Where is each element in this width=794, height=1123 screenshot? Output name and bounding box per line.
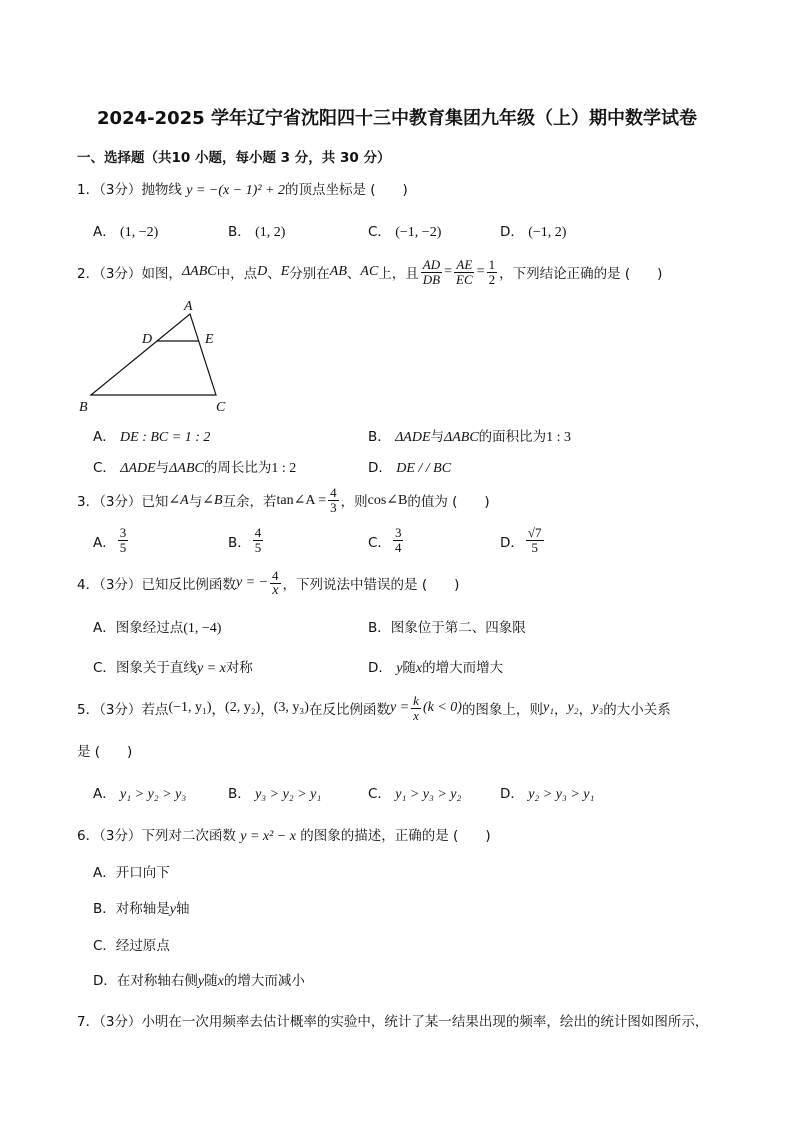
option-value: (1, 2) (255, 225, 286, 240)
question-text: 下列对二次函数 (141, 828, 236, 844)
question-text: 的顶点坐标是 ( ) (284, 182, 408, 198)
option-value: y₃ > y₂ > y₁ (255, 787, 322, 802)
option-label: C． (368, 534, 391, 551)
fraction: $\frac{k}{x}$ (413, 692, 419, 723)
math-symbol: y (396, 661, 403, 676)
q6-option-a: A．开口向下 (93, 865, 170, 881)
option-text: 随 (204, 973, 218, 989)
question-text: ， (578, 702, 593, 718)
math-symbol: ΔABC (169, 461, 204, 476)
math-symbol: x (217, 974, 224, 989)
question-number: 3．（3分） (77, 494, 142, 510)
math-symbol: (2, y₂) (225, 700, 261, 715)
option-text: 图象经过点 (115, 620, 184, 636)
vertex-label-a: A (184, 299, 193, 314)
option-value: y₁ > y₂ > y₃ (120, 787, 187, 802)
question-text: 如图， (141, 266, 182, 282)
option-text: D．在对称轴右侧 (93, 973, 198, 989)
q2-option-d (368, 456, 451, 477)
q2-option-c (93, 456, 296, 477)
math-symbol: ΔADE (120, 461, 156, 476)
q3-option-d (500, 526, 546, 555)
option-text: 的增大而减小 (223, 973, 305, 989)
math-expression: y = x² − x (240, 829, 296, 844)
option-value: (−1, 2) (528, 225, 567, 240)
question-text: ， (554, 702, 568, 718)
option-text: 图象关于直线 (115, 660, 197, 676)
question-text: 的大小关系 (603, 702, 671, 718)
option-label: C． (368, 224, 391, 240)
math-symbol: y₂ (567, 700, 579, 715)
fraction: $\frac{AE}{EC}$ (456, 256, 473, 287)
option-label: C． (368, 786, 391, 802)
question-number: 1．（3分） (77, 182, 142, 198)
math-symbol: y = x (196, 661, 226, 676)
question-text: 、 (267, 266, 281, 282)
question-text: 在反比例函数 (308, 702, 390, 718)
math-symbol: ΔADE (395, 430, 431, 445)
math-expression: (k < 0) (422, 700, 462, 715)
option-text: 与 (430, 429, 444, 445)
question-text: 中，点 (216, 266, 258, 282)
question-1 (77, 178, 408, 199)
option-label: D． (368, 460, 392, 476)
question-text: 抛物线 (141, 182, 182, 198)
option-text: 的周长比为 (203, 460, 272, 476)
math-expression: y = −(x − 1)² + 2 (186, 183, 285, 198)
q4-option-b (368, 616, 526, 636)
math-expression: y = (389, 700, 410, 715)
question-text: ，下列说法中错误的是 ( ) (282, 577, 460, 593)
math-symbol: D (257, 264, 268, 279)
fraction: $\frac{4}{x}$ (272, 567, 279, 598)
fraction: $\frac{3}{4}$ (394, 525, 402, 555)
q6-option-b (93, 897, 189, 918)
q3-option-c (368, 526, 405, 555)
vertex-label-d: D (142, 332, 153, 347)
option-label: A． (93, 224, 116, 240)
math-symbol: y (197, 974, 205, 989)
option-label: A． (93, 786, 116, 802)
option-label: B． (228, 534, 251, 551)
q4-option-d (368, 656, 503, 677)
fraction: $\frac{AD}{DB}$ (422, 256, 441, 287)
question-text: ， (260, 702, 274, 718)
option-text: 与 (155, 460, 170, 476)
math-symbol: y (169, 902, 176, 917)
option-value: y₁ > y₃ > y₂ (395, 787, 462, 802)
math-symbol: AB (329, 264, 347, 279)
question-text: 、 (346, 266, 361, 282)
question-text: 上，且 (378, 266, 419, 282)
option-label: D． (500, 534, 524, 551)
q1-option-a (93, 220, 158, 241)
option-label: B． (228, 786, 251, 802)
q1-option-c (368, 220, 441, 241)
question-number: 4．（3分） (77, 577, 142, 593)
math-symbol: y₃ (592, 700, 604, 715)
question-number: 6．（3分） (77, 828, 142, 844)
q5-option-b (228, 782, 321, 803)
q1-option-b (228, 220, 285, 241)
q4-option-c (93, 656, 253, 677)
option-text: 的增大而增大 (422, 660, 504, 676)
q6-option-c: C．经过原点 (93, 938, 170, 954)
math-symbol: 1 : 3 (546, 430, 572, 445)
question-text: 已知 (141, 494, 169, 510)
fraction: $\frac{4}{3}$ (330, 484, 337, 515)
math-symbol: x (415, 661, 423, 676)
option-label: B． (228, 224, 251, 240)
math-symbol: ∠A (168, 492, 189, 508)
option-label: D． (500, 786, 524, 802)
question-text: ， (211, 702, 226, 718)
option-label: C． (93, 460, 116, 476)
math-expression: y = − (235, 575, 269, 590)
q5-option-d (500, 782, 594, 803)
option-label: A． (93, 429, 116, 445)
question-text: 的值为 ( ) (407, 494, 490, 510)
option-text: 随 (402, 660, 416, 676)
question-6 (77, 824, 491, 845)
question-5-continued: 是 ( ) (77, 744, 133, 760)
option-label: A． (93, 534, 116, 551)
math-symbol: 1 : 2 (271, 461, 297, 476)
question-number: 5．（3分） (77, 702, 142, 718)
question-text: ，下列结论正确的是 ( ) (499, 266, 663, 282)
question-3 (77, 482, 490, 518)
q6-option-d (93, 969, 305, 990)
q5-option-a (93, 782, 186, 803)
q2-option-a (93, 425, 210, 446)
triangle-figure (76, 294, 246, 418)
question-text: 与 (188, 494, 203, 510)
option-label: D． (368, 660, 392, 676)
option-label: C． (93, 660, 116, 676)
question-text: 小明在一次用频率去估计概率的实验中，统计了某一结果出现的频率，绘出的统计图如图所示， (141, 1014, 709, 1030)
option-text: B．对称轴是 (93, 901, 170, 917)
math-symbol: ΔABC (444, 430, 479, 445)
question-5 (77, 690, 671, 726)
math-expression: tan∠A = (276, 492, 327, 508)
math-symbol: ∠B (202, 492, 223, 508)
question-text: 若点 (141, 702, 169, 718)
question-text: 互余，若 (222, 494, 277, 510)
q3-option-b (228, 526, 265, 555)
vertex-label-c: C (216, 400, 226, 415)
option-label: A． (93, 620, 116, 636)
option-value: y₂ > y₃ > y₁ (528, 787, 595, 802)
document-title: 2024-2025 学年辽宁省沈阳四十三中教育集团九年级（上）期中数学试卷 (97, 108, 697, 129)
option-value: (1, −2) (120, 225, 159, 240)
option-value: DE / / BC (396, 461, 452, 476)
option-label: B． (368, 429, 391, 445)
fraction: $\frac{1}{2}$ (488, 256, 496, 287)
option-text: 对称 (225, 660, 253, 676)
fraction: $\frac{3}{5}$ (119, 525, 127, 555)
math-symbol: y₁ (542, 700, 555, 715)
q4-option-a (93, 616, 221, 637)
q3-option-a (93, 526, 130, 555)
math-expression: cos∠B (367, 492, 408, 508)
math-symbol: (3, y₃) (273, 700, 309, 715)
math-symbol: AC (360, 264, 379, 279)
question-text: ，则 (340, 494, 368, 510)
option-text: 的面积比为 (478, 429, 547, 445)
question-number: 2．（3分） (77, 266, 142, 282)
math-symbol: ΔABC (181, 264, 217, 279)
question-text: 的图象的描述，正确的是 ( ) (300, 828, 491, 844)
question-text: 的图象上，则 (461, 702, 543, 718)
option-text: 轴 (175, 901, 190, 917)
option-label: B． (368, 620, 391, 636)
question-number: 7．（3分） (77, 1014, 142, 1030)
question-2: 2．（3分） 如图， ΔABC 中，点 D 、 E 分别在 AB 、 AC 上，且 $\frac{AD}{DB}$ = $\frac{AE}{EC}$ = $\frac{1}{2}$ ，下列结论正确的是 ( ) (77, 256, 663, 287)
q5-option-c (368, 782, 461, 803)
vertex-label-e: E (205, 332, 214, 347)
option-text: 图象位于第二、四象限 (390, 620, 526, 636)
math-symbol: E (280, 264, 290, 279)
q1-option-d (500, 220, 566, 241)
fraction: $\frac{4}{5}$ (254, 525, 262, 555)
question-text: 分别在 (289, 266, 330, 282)
option-value: DE : BC = 1 : 2 (120, 430, 211, 445)
fraction: $\frac{√7}{5}$ (527, 525, 542, 555)
question-text: 已知反比例函数 (141, 577, 236, 593)
option-value: (−1, −2) (395, 225, 442, 240)
section-header: 一、选择题（共10 小题，每小题 3 分，共 30 分） (77, 150, 391, 166)
question-7 (77, 1010, 708, 1030)
question-4 (77, 565, 459, 601)
vertex-label-b: B (79, 400, 88, 415)
q2-option-b (368, 425, 571, 446)
option-label: D． (500, 224, 524, 240)
math-symbol: (1, −4) (183, 621, 222, 636)
math-symbol: (−1, y₁) (168, 700, 212, 715)
